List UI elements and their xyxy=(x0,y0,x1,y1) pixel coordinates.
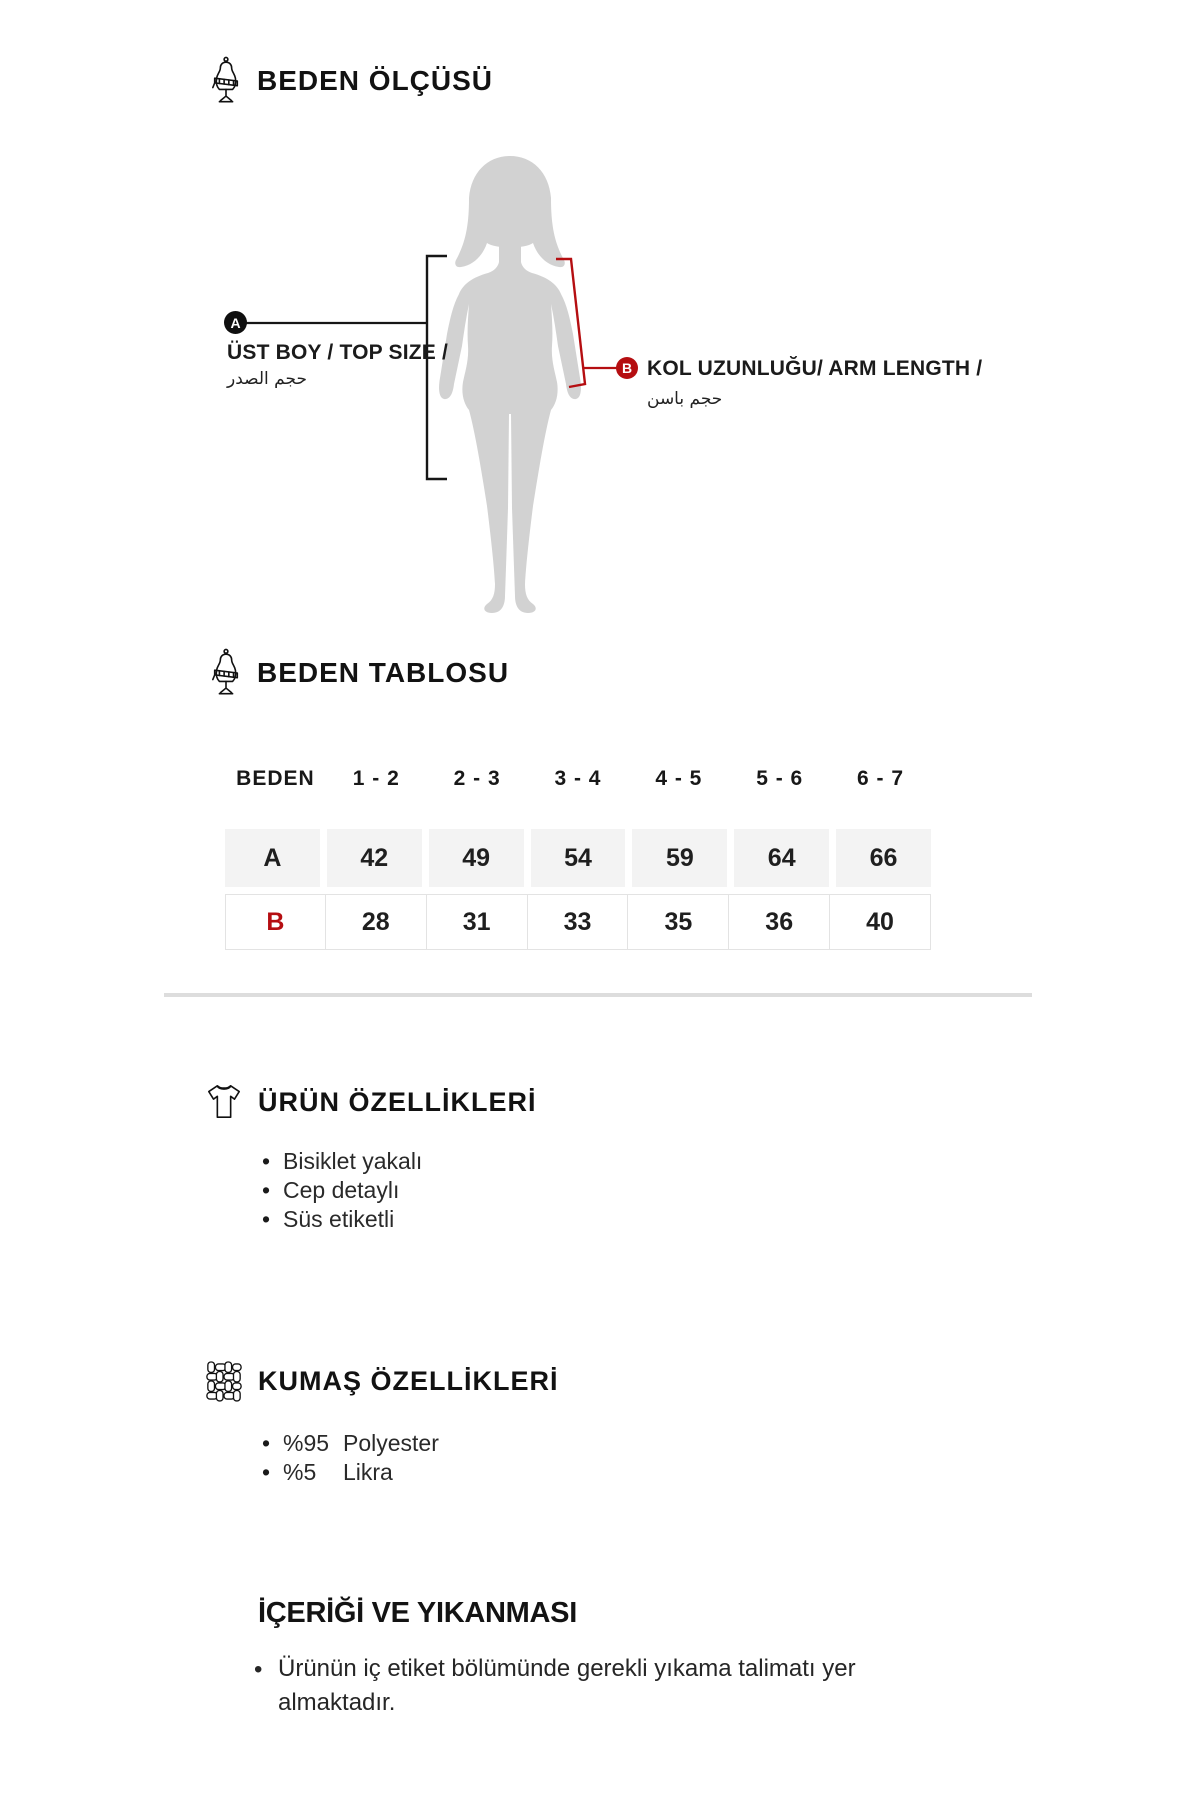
table-cell: 28 xyxy=(326,894,427,950)
table-cell: 64 xyxy=(734,829,829,887)
fabric-item xyxy=(256,1429,439,1458)
fabric-weave-icon xyxy=(205,1360,243,1402)
fabric-item-name: Likra xyxy=(343,1459,393,1485)
table-cell: 54 xyxy=(531,829,626,887)
table-header-cell: 1 - 2 xyxy=(352,767,400,790)
product-feature-item: • Cep detaylı xyxy=(256,1176,422,1205)
table-cell: 49 xyxy=(429,829,524,887)
product-feature-item: • Süs etiketli xyxy=(256,1205,422,1234)
size-table-header-row xyxy=(225,760,931,798)
product-feature-item: • Bisiklet yakalı xyxy=(256,1147,422,1176)
table-header-cell: 2 - 3 xyxy=(453,767,501,790)
fabric-item xyxy=(256,1458,439,1487)
fabric-item-name: Polyester xyxy=(343,1430,439,1456)
measure-b-label: KOL UZUNLUĞU/ ARM LENGTH / xyxy=(647,357,983,380)
product-features-list xyxy=(256,1147,422,1234)
fabric-item-pct: %95 xyxy=(283,1430,330,1456)
measure-a-label: ÜST BOY / TOP SIZE / xyxy=(227,341,449,364)
mannequin-icon xyxy=(210,648,242,698)
row-b-label: B xyxy=(225,894,326,950)
table-cell: 40 xyxy=(830,894,931,950)
product-features-header xyxy=(205,1082,537,1122)
table-header-cell: 6 - 7 xyxy=(857,767,905,790)
care-item: • Ürünün iç etiket bölümünde gerekli yıkama talimatı yer almaktadır. xyxy=(252,1652,942,1720)
fabric-features-header xyxy=(205,1360,559,1402)
measure-b-label-ar: حجم باسن xyxy=(647,389,723,409)
table-cell: 36 xyxy=(729,894,830,950)
tshirt-icon xyxy=(205,1082,243,1122)
table-cell: 35 xyxy=(628,894,729,950)
size-guide-header xyxy=(210,56,493,106)
table-cell: 31 xyxy=(427,894,528,950)
table-header-cell: 4 - 5 xyxy=(655,767,703,790)
table-header-cell: 5 - 6 xyxy=(756,767,804,790)
table-header-cell: BEDEN xyxy=(236,767,315,790)
care-title: İÇERİĞİ VE YIKANMASI xyxy=(258,1597,577,1629)
table-cell: 66 xyxy=(836,829,931,887)
fabric-features-list xyxy=(256,1429,439,1487)
measure-a-badge xyxy=(224,311,247,334)
fabric-item-pct: %5 xyxy=(283,1459,317,1485)
measure-b-letter: B xyxy=(621,360,633,376)
product-features-title: ÜRÜN ÖZELLİKLERİ xyxy=(258,1086,537,1117)
fabric-features-title: KUMAŞ ÖZELLİKLERİ xyxy=(258,1365,559,1396)
size-guide-title: BEDEN ÖLÇÜSÜ xyxy=(257,65,494,96)
table-cell: 59 xyxy=(632,829,727,887)
measure-a-label-ar: حجم الصدر xyxy=(227,369,307,389)
table-cell: 33 xyxy=(528,894,629,950)
measure-b-badge xyxy=(616,357,638,379)
section-divider xyxy=(164,993,1032,997)
table-cell: 42 xyxy=(327,829,422,887)
measure-a-letter: A xyxy=(230,314,241,331)
size-table-row-b xyxy=(225,894,931,950)
care-list xyxy=(252,1652,942,1720)
size-table-title: BEDEN TABLOSU xyxy=(257,657,510,688)
girl-silhouette xyxy=(405,136,615,616)
size-table-row-a xyxy=(225,829,931,887)
row-a-label: A xyxy=(225,829,320,887)
mannequin-icon xyxy=(210,56,242,106)
table-header-cell: 3 - 4 xyxy=(554,767,602,790)
size-table-header xyxy=(210,648,509,698)
